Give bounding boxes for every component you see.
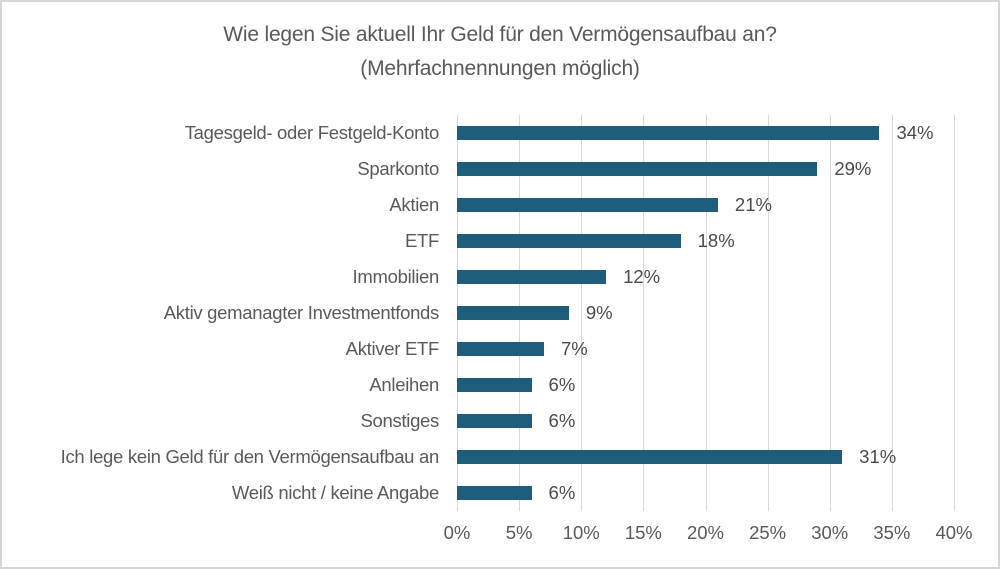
bar — [457, 342, 544, 356]
x-axis-tick-label: 0% — [443, 522, 471, 543]
x-axis-tick-label: 5% — [505, 522, 533, 543]
bar-row — [2, 475, 954, 511]
category-label: Sonstiges — [360, 410, 439, 431]
bar-row — [2, 403, 954, 439]
x-axis-tick-label: 15% — [624, 522, 662, 543]
bar-track — [457, 403, 954, 439]
bar-row — [2, 331, 954, 367]
bar-track — [457, 331, 954, 367]
value-label: 29% — [834, 158, 872, 179]
x-axis-tick-label: 10% — [562, 522, 600, 543]
bar-row — [2, 115, 954, 151]
category-label: Anleihen — [369, 374, 439, 395]
category-label: Ich lege kein Geld für den Vermögensaufbau an — [60, 446, 439, 467]
bar — [457, 450, 842, 464]
bar-row — [2, 223, 954, 259]
value-label: 31% — [859, 446, 897, 467]
bar-track — [457, 223, 954, 259]
category-label: Tagesgeld- oder Festgeld-Konto — [184, 122, 439, 143]
bar-track — [457, 439, 954, 475]
bar — [457, 306, 569, 320]
category-label: Immobilien — [352, 266, 439, 287]
gridline — [954, 115, 955, 511]
bar-track — [457, 259, 954, 295]
value-label: 6% — [548, 482, 576, 503]
x-axis-tick-label: 40% — [935, 522, 973, 543]
bar — [457, 414, 532, 428]
bar-row — [2, 295, 954, 331]
bar-row — [2, 439, 954, 475]
bar — [457, 126, 879, 140]
category-label: Aktien — [389, 194, 439, 215]
x-axis-tick-label: 35% — [873, 522, 911, 543]
bar — [457, 162, 817, 176]
bar-track — [457, 367, 954, 403]
x-axis-tick-label: 25% — [749, 522, 787, 543]
bar-track — [457, 115, 954, 151]
x-axis-tick-label: 20% — [686, 522, 725, 543]
bar — [457, 378, 532, 392]
x-axis — [443, 522, 973, 548]
bar-row — [2, 367, 954, 403]
chart-title-line-1: Wie legen Sie aktuell Ihr Geld für den Vermögensaufbau an? — [223, 23, 777, 46]
chart-rows — [2, 115, 954, 511]
bar-track — [457, 475, 954, 511]
category-label: ETF — [404, 230, 439, 251]
bar-row — [2, 187, 954, 223]
category-label: Aktiv gemanagter Investmentfonds — [163, 302, 439, 323]
bar-row — [2, 259, 954, 295]
chart-title-line-2: (Mehrfachnennungen möglich) — [360, 57, 640, 80]
bar — [457, 198, 718, 212]
bar — [457, 270, 606, 284]
value-label: 21% — [734, 194, 772, 215]
category-label: Sparkonto — [357, 158, 439, 179]
bar — [457, 234, 681, 248]
bar-track — [457, 151, 954, 187]
bar-track — [457, 295, 954, 331]
value-label: 18% — [697, 230, 735, 251]
value-label: 9% — [585, 302, 613, 323]
value-label: 12% — [623, 266, 661, 287]
x-axis-tick-label: 30% — [811, 522, 849, 543]
value-label: 7% — [560, 338, 588, 359]
value-label: 6% — [548, 410, 576, 431]
bar — [457, 486, 532, 500]
chart-title — [2, 18, 998, 86]
bar-row — [2, 151, 954, 187]
value-label: 34% — [896, 122, 934, 143]
value-label: 6% — [548, 374, 576, 395]
bar-track — [457, 187, 954, 223]
category-label: Weiß nicht / keine Angabe — [231, 482, 439, 503]
category-label: Aktiver ETF — [345, 338, 439, 359]
